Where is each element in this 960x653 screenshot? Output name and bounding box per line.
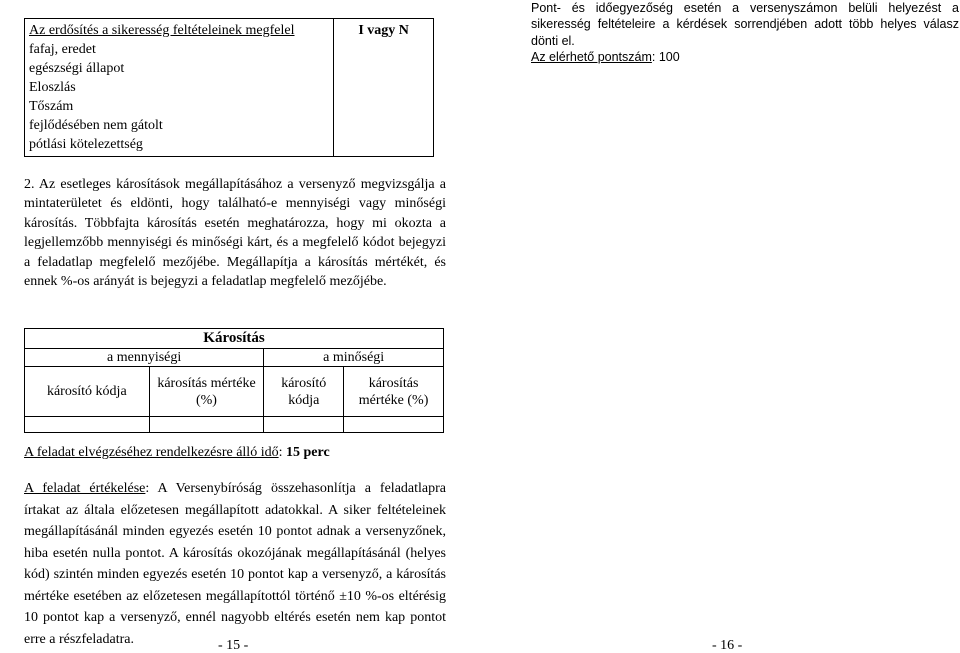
quantity-agent-code-cell[interactable]: [25, 417, 150, 433]
time-limit-label: A feladat elvégzéséhez rendelkezésre álló idő: [24, 445, 279, 460]
time-limit-value: 15 perc: [285, 445, 330, 460]
quality-group-header: a minőségi: [264, 349, 444, 367]
evaluation-label: A feladat értékelése: [24, 481, 146, 496]
criteria-item: Tőszám: [29, 99, 74, 114]
page-number-left: - 15 -: [218, 638, 249, 653]
criteria-item: egészségi állapot: [29, 61, 125, 76]
criteria-item: pótlási kötelezettség: [29, 137, 143, 152]
quality-agent-code-cell[interactable]: [264, 417, 344, 433]
max-points: [531, 49, 959, 65]
criteria-item: fafaj, eredet: [29, 42, 96, 57]
page-number-right: - 16 -: [712, 638, 743, 653]
time-limit: A feladat elvégzéséhez rendelkezésre álló idő: 15 perc: [24, 445, 330, 460]
quantity-degree-header: károsítás mértéke (%): [149, 367, 264, 417]
tie-break-rule: Pont- és időegyezőség esetén a versenyszámon belüli helyezést a sikeresség feltételeire a kérdések sorrendjében adott több helyes válasz dönti el.: [531, 1, 959, 48]
criteria-item: fejlődésében nem gátolt: [29, 118, 163, 133]
quantity-agent-code-header: károsító kódja: [25, 367, 150, 417]
quantity-group-header: a mennyiségi: [25, 349, 264, 367]
criteria-table: [24, 18, 434, 157]
task-2-paragraph: 2. Az esetleges károsítások megállapításához a versenyző megvizsgálja a mintaterületet és eldönti, hogy található-e mennyiségi vagy minőségi károsítás. Többfajta károsítás esetén meghatározza, hogy mi okozta a legjellemzőbb mennyiségi és minőségi kárt, és a megfelelő kódot bejegyzi a feladatlap megfelelő mezőjébe. Megállapítja a károsítás mértékét, és ennek %-os arányát is bejegyzi a feladatlap megfelelő mezőjébe.: [24, 177, 446, 290]
right-page-text: [531, 0, 959, 66]
criteria-item: Eloszlás: [29, 80, 76, 95]
quality-agent-code-header: károsító kódja: [264, 367, 344, 417]
answer-column-header: I vagy N: [334, 19, 434, 157]
max-points-value: : 100: [651, 50, 680, 65]
quantity-degree-cell[interactable]: [149, 417, 264, 433]
criteria-header: Az erdősítés a sikeresség feltételeinek megfelel: [29, 23, 295, 38]
evaluation-text: : A Versenybíróság összehasonlítja a feladatlapra írtakat az általa előzetesen megállapított adatokkal. A siker feltételeinek megállapításánál minden egyezés esetén 10 pontot adnak a versenyzőnek, hiba esetén nulla pontot. A károsítás okozójának megállapításánál (helyes kód) szintén minden egyezés esetén 10 pontot kap a versenyző, a károsítás mértéke esetében az előzetesen megállapítottól történő ±10 %-os eltérésig 10 pontot kap a versenyző, ennél nagyobb eltérés esetén nem kap pontot erre a részfeladatra.: [24, 481, 446, 647]
evaluation-paragraph: [24, 478, 446, 650]
quality-degree-cell[interactable]: [344, 417, 444, 433]
criteria-cell: [25, 19, 334, 157]
max-points-label: Az elérhető pontszám: [531, 50, 652, 65]
damage-table: [24, 328, 444, 433]
quality-degree-header: károsítás mértéke (%): [344, 367, 444, 417]
damage-table-title: Károsítás: [25, 329, 444, 349]
